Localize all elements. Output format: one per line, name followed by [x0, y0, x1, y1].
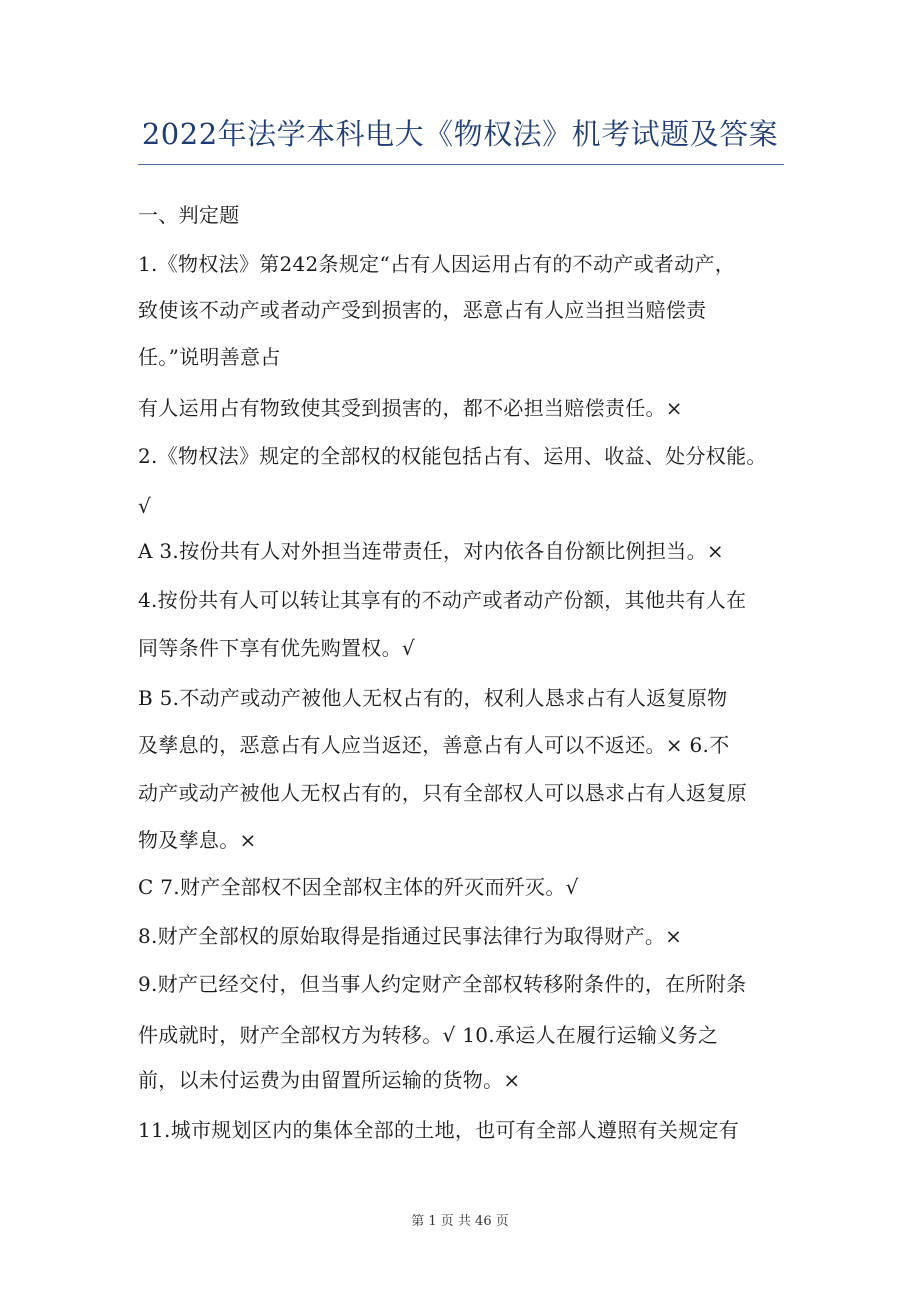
document-title: 2022年法学本科电大《物权法》机考试题及答案	[141, 117, 779, 151]
text-line: A 3.按份共有人对外担当连带责任，对内依各自份额比例担当。×	[138, 539, 724, 563]
text-line: 前，以未付运费为由留置所运输的货物。×	[138, 1068, 521, 1092]
text-line: 11.城市规划区内的集体全部的土地，也可有全部人遵照有关规定有	[138, 1118, 740, 1142]
text-line: 1.《物权法》第242条规定“占有人因运用占有的不动产或者动产，	[138, 252, 736, 276]
title-underline	[138, 164, 784, 165]
text-line: 2.《物权法》规定的全部权的权能包括占有、运用、收益、处分权能。	[138, 444, 767, 468]
text-line: 4.按份共有人可以转让其享有的不动产或者动产份额，其他共有人在	[138, 588, 747, 612]
text-line: √	[138, 494, 152, 518]
page-number-footer: 第 1 页 共 46 页	[411, 1214, 509, 1229]
text-line: 致使该不动产或者动产受到损害的，恶意占有人应当担当赔偿责	[138, 298, 707, 322]
text-line: 及孳息的，恶意占有人应当返还，善意占有人可以不返还。× 6.不	[138, 733, 730, 757]
text-line: 任。”说明善意占	[138, 345, 281, 369]
text-line: 有人运用占有物致使其受到损害的，都不必担当赔偿责任。×	[138, 396, 683, 420]
section-heading: 一、判定题	[138, 203, 240, 227]
text-line: C 7.财产全部权不因全部权主体的歼灭而歼灭。√	[138, 875, 579, 899]
text-line: 同等条件下享有优先购置权。√	[138, 636, 415, 660]
text-line: 动产或动产被他人无权占有的，只有全部权人可以恳求占有人返复原	[138, 781, 747, 805]
text-line: B 5.不动产或动产被他人无权占有的，权利人恳求占有人返复原物	[138, 686, 728, 710]
text-line: 8.财产全部权的原始取得是指通过民事法律行为取得财产。×	[138, 924, 683, 948]
text-line: 件成就时，财产全部权方为转移。√ 10.承运人在履行运输义务之	[138, 1023, 719, 1047]
text-line: 物及孳息。×	[138, 828, 257, 852]
text-line: 9.财产已经交付，但当事人约定财产全部权转移附条件的，在所附条	[138, 972, 747, 996]
